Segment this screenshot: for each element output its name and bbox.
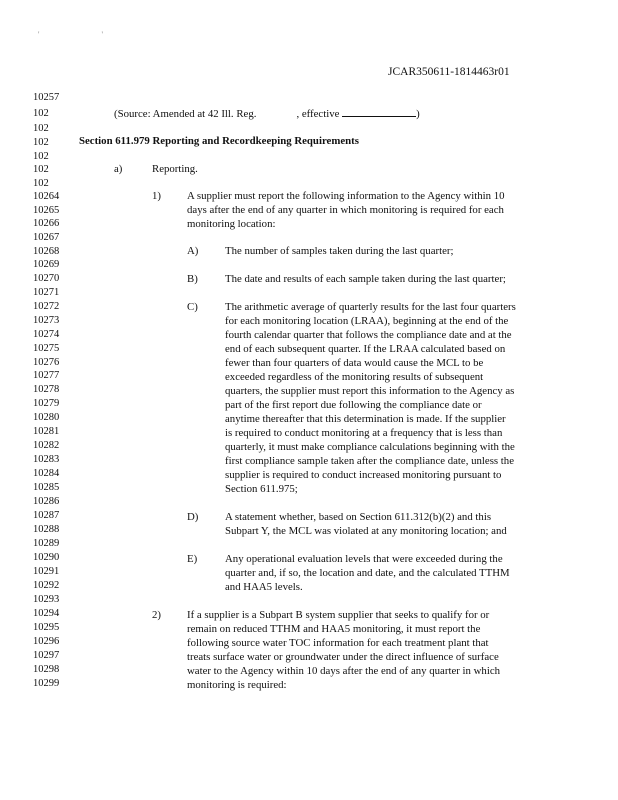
line-number: 102 [33, 178, 49, 189]
source-note-prefix: (Source: Amended at 42 Ill. Reg. [114, 108, 257, 120]
item-1C-line: exceeded regardless of the monitoring results of subsequent [225, 371, 484, 383]
item-1C-line: is required to conduct monitoring at a frequency that is less than [225, 427, 503, 439]
line-number: 10295 [33, 622, 60, 633]
line-number: 10288 [33, 524, 60, 535]
item-2-line: If a supplier is a Subpart B system supplier that seeks to qualify for or [187, 609, 490, 621]
item-1C-line: fourth calendar quarter that follows the compliance date and at the [225, 329, 512, 341]
line-number: 10269 [33, 259, 60, 270]
item-1E-line: Any operational evaluation levels that were exceeded during the [225, 553, 503, 565]
subsection-a-text: Reporting. [152, 163, 198, 175]
item-1C-line: end of each subsequent quarter. If the LRAA calculated based on [225, 343, 506, 355]
line-number: 10292 [33, 580, 60, 591]
line-number: 10266 [33, 218, 60, 229]
line-number: 10298 [33, 664, 60, 675]
line-number: 10293 [33, 594, 60, 605]
line-number: 10286 [33, 496, 60, 507]
item-1C-line: supplier is required to conduct increased monitoring pursuant to [225, 469, 502, 481]
line-number: 10272 [33, 301, 60, 312]
line-number: 10273 [33, 315, 60, 326]
line-number: 10283 [33, 454, 60, 465]
line-number: 10278 [33, 384, 60, 395]
line-number: 10257 [33, 92, 60, 103]
item-1-line: days after the end of any quarter in which monitoring is required for each [187, 204, 504, 216]
item-1B-text: The date and results of each sample taken during the last quarter; [225, 273, 506, 285]
item-1E-line: quarter and, if so, the location and date, and the calculated TTHM [225, 567, 510, 579]
line-number: 10264 [33, 191, 60, 202]
line-number: 10284 [33, 468, 60, 479]
line-number: 102 [33, 137, 49, 148]
line-number: 10276 [33, 357, 60, 368]
item-2-line: treats surface water or groundwater under the direct influence of surface [187, 651, 499, 663]
item-1A-text: The number of samples taken during the last quarter; [225, 245, 454, 257]
line-number: 10275 [33, 343, 60, 354]
section-heading: Section 611.979 Reporting and Recordkeeping Requirements [79, 135, 359, 147]
line-number: 10287 [33, 510, 60, 521]
item-1C-line: anytime thereafter that this determination is made. If the supplier [225, 413, 506, 425]
line-number: 10265 [33, 205, 60, 216]
item-1-label: 1) [152, 190, 161, 202]
line-number: 10279 [33, 398, 60, 409]
line-number: 10267 [33, 232, 60, 243]
item-1D-line: Subpart Y, the MCL was violated at any monitoring location; and [225, 525, 507, 537]
item-2-line: water to the Agency within 10 days after the end of any quarter in which [187, 665, 501, 677]
line-number: 102 [33, 108, 49, 119]
item-1C-label: C) [187, 301, 198, 313]
line-number: 10290 [33, 552, 60, 563]
item-2-label: 2) [152, 609, 161, 621]
item-1E-line: and HAA5 levels. [225, 581, 303, 593]
item-1E-label: E) [187, 553, 198, 565]
item-2-line: monitoring is required: [187, 679, 287, 691]
item-1C-line: fewer than four quarters of data would cause the MCL to be [225, 357, 484, 369]
subsection-a-label: a) [114, 163, 123, 175]
line-number: 10274 [33, 329, 60, 340]
line-number: 10294 [33, 608, 60, 619]
item-1-line: monitoring location: [187, 218, 276, 230]
line-number: 10291 [33, 566, 60, 577]
item-1C-line: Section 611.975; [225, 483, 298, 495]
line-number: 10277 [33, 370, 60, 381]
item-1C-line: part of the first report due following the compliance date or [225, 399, 482, 411]
line-number: 102 [33, 151, 49, 162]
item-1C-line: for each monitoring location (LRAA), beginning at the end of the [225, 315, 509, 327]
line-number: 10299 [33, 678, 60, 689]
document-id: JCAR350611-1814463r01 [388, 66, 510, 78]
source-note-suffix: ) [416, 108, 420, 120]
line-number: 102 [33, 164, 49, 175]
item-1A-label: A) [187, 245, 199, 257]
item-1C-line: quarters, the supplier must report this information to the Agency as [225, 385, 515, 397]
line-number: 10296 [33, 636, 60, 647]
scan-corner-marks: ' ' [38, 30, 133, 39]
line-number: 10297 [33, 650, 60, 661]
item-2-line: remain on reduced TTHM and HAA5 monitoring, it must report the [187, 623, 481, 635]
line-number: 10282 [33, 440, 60, 451]
line-number: 10289 [33, 538, 60, 549]
source-note [114, 107, 420, 122]
item-1D-label: D) [187, 511, 199, 523]
line-number: 10285 [33, 482, 60, 493]
line-number: 10268 [33, 246, 60, 257]
line-number: 102 [33, 123, 49, 134]
line-number: 10271 [33, 287, 60, 298]
item-1B-label: B) [187, 273, 198, 285]
item-1C-line: first compliance sample taken after the compliance date, unless the [225, 455, 515, 467]
source-note-effective: , effective [296, 108, 340, 120]
item-2-line: following source water TOC information for each treatment plant that [187, 637, 489, 649]
line-number: 10281 [33, 426, 60, 437]
item-1D-line: A statement whether, based on Section 611.312(b)(2) and this [225, 511, 492, 523]
item-1C-line: quarterly, it must make compliance calculations beginning with the [225, 441, 515, 453]
item-1C-line: The arithmetic average of quarterly results for the last four quarters [225, 301, 516, 313]
item-1-line: A supplier must report the following information to the Agency within 10 [187, 190, 505, 202]
line-number: 10280 [33, 412, 60, 423]
line-number: 10270 [33, 273, 60, 284]
